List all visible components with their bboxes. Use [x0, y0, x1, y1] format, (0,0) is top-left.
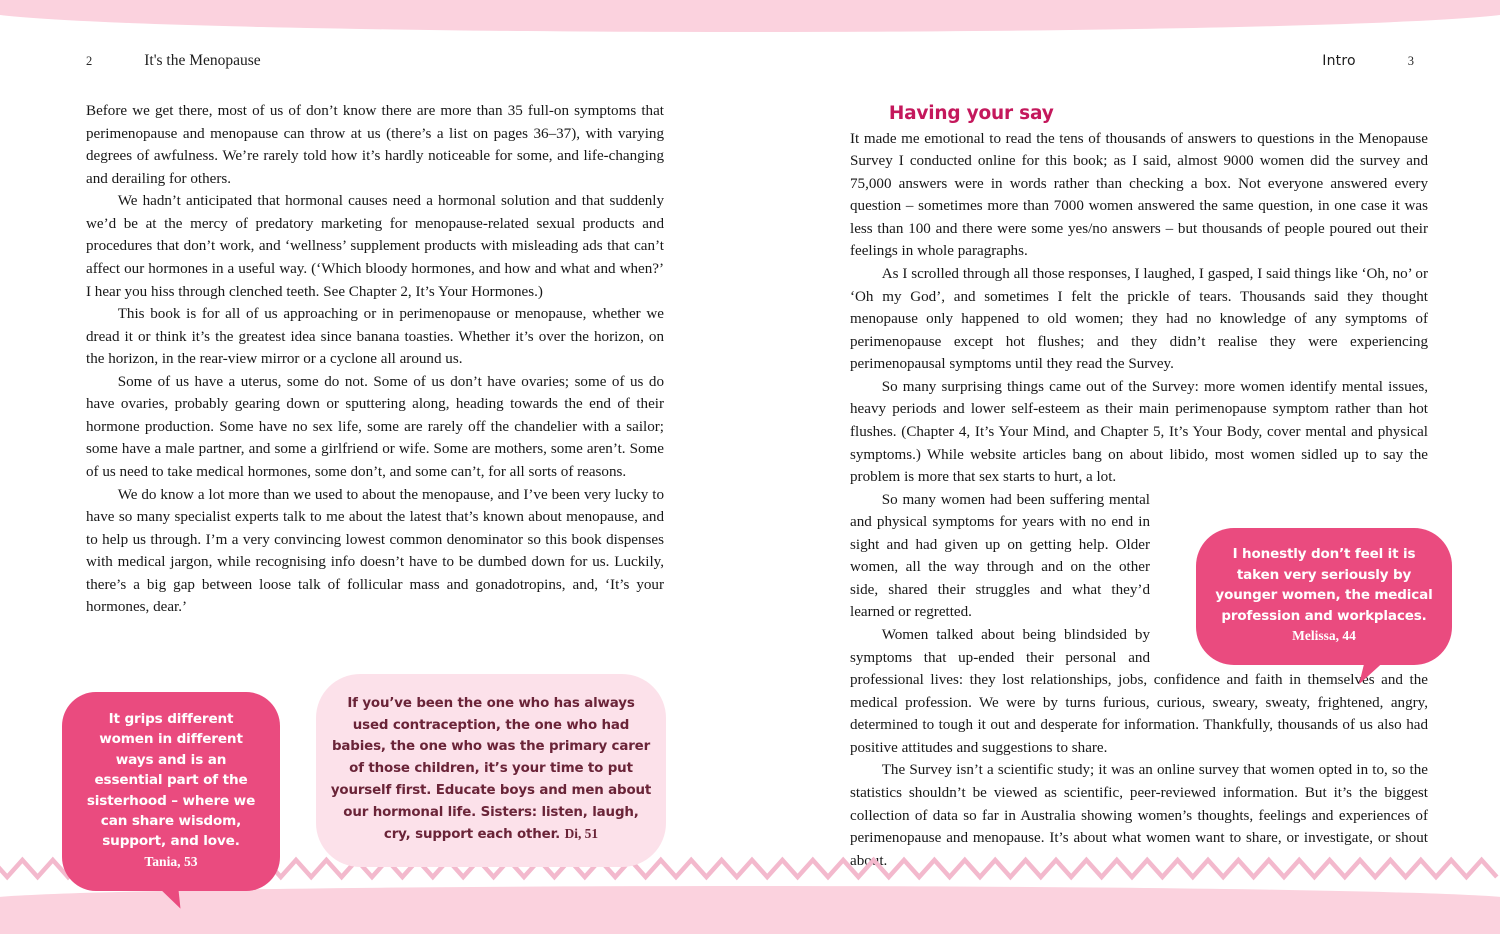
paragraph: As I scrolled through all those responses, I laughed, I gasped, I said things like ‘Oh, no’ or ‘Oh my God’, and sometimes I felt the prickle of tears. Thousands said they thought menopause only happened to old women; they had no knowledge of any symptoms of perimenopause except hot flushes; and they didn’t realise they were experiencing perimenopausal symptoms until they read the Survey.	[850, 266, 1428, 373]
quote-text: I honestly don’t feel it is taken very seriously by younger women, the medical profession and workplaces.	[1215, 546, 1433, 624]
paragraph: Some of us have a uterus, some do not. Some of us don’t have ovaries; some of us do have ovaries, probably gearing down or sputtering along, heading towards the end of their hormone production. Some have no sex life, some are rarely off the chandelier with a sailor; some have a male partner, and some a girlfriend or wife. Some are mothers, some aren’t. Some of us need to take medical hormones, some don’t, and some can’t, for all sorts of reasons.	[86, 373, 664, 480]
quote-bubble-melissa	[1196, 528, 1452, 665]
top-decorative-band	[0, 0, 1500, 32]
quote-text: It grips different women in different ways and is an essential part of the sisterhood – where we can share wisdom, support, and love.	[86, 711, 256, 850]
quote-bubble-body	[1196, 528, 1452, 665]
paragraph: Before we get there, most of us of don’t know there are more than 35 full-on symptoms that perimenopause and menopause can throw at us (there’s a list on pages 36–37), with varying degrees of awfulness. We’re rarely told how it’s hardly noticeable for some, and life-changing and derailing for others.	[86, 103, 664, 187]
paragraph: It made me emotional to read the tens of thousands of answers to questions in the Menopause Survey I conducted online for this book; as I said, almost 9000 women did the survey and 75,000 answers were in words rather than checking a box. Not everyone answered every question – sometimes more than 7000 women answered the same question, in one case it was less than 100 and there were some yes/no answers – but thousands of people poured out their feelings in whole paragraphs.	[850, 130, 1428, 260]
paragraph: We do know a lot more than we used to about the menopause, and I’ve been very lucky to have so many specialist experts talk to me about the latest that’s known about menopause, and to help us through. I’m a very convincing lowest common denominator so this book dispenses with medical jargon, while recognising info doesn’t have to be dumbed down for us. Luckily, there’s a big gap between loose talk of follicular mass and gonadotropins, and, ‘It’s your hormones, dear.’	[86, 486, 664, 616]
paragraph: The Survey isn’t a scientific study; it was an online survey that women opted in to, so the statistics shouldn’t be viewed as scientific, peer-reviewed information. But it’s the biggest collection of data so far in Australia showing women’s thoughts, feelings and experiences of perimenopause and menopause. It’s about what women want to share, or investigate, or shout about.	[850, 762, 1428, 869]
quote-bubble-di	[316, 674, 666, 867]
page-number-left: 2	[86, 54, 93, 68]
section-heading: Having your say	[888, 103, 1054, 124]
quote-bubble-body	[316, 674, 666, 867]
running-head-right	[1322, 52, 1414, 70]
paragraph: So many surprising things came out of the Survey: more women identify mental issues, heavy periods and lower self-esteem as their main perimenopause symptom rather than hot flushes. (Chapter 4, It’s Your Mind, and Chapter 5, It’s Your Body, cover mental and physical symptoms.) While website articles bang on about libido, most women sidled up to say the problem is more that sex starts to hurt, a lot.	[850, 378, 1428, 486]
quote-bubble-tania	[62, 692, 280, 891]
chapter-title-running-head: Intro	[1322, 53, 1356, 69]
quote-text: If you’ve been the one who has always used contraception, the one who had babies, the one who was the primary carer of those children, it’s your time to put yourself first. Educate boys and men about our hormonal life. Sisters: listen, laugh, cry, support each other.	[330, 696, 652, 843]
book-title-running-head: It's the Menopause	[144, 52, 261, 69]
left-page-body-text	[86, 100, 664, 619]
quote-attribution: Di, 51	[564, 826, 599, 842]
right-page-body-text	[850, 100, 1428, 872]
bottom-decorative-band	[0, 886, 1500, 934]
quote-attribution: Tania, 53	[144, 853, 198, 869]
paragraph: So many women had been suffering mental and physical symptoms for years with no end in sight and had given up on getting help. Older women, all the way through and on the other side, shared their struggles and what they’d learned or regretted.	[850, 491, 1150, 621]
quote-bubble-body	[62, 692, 280, 891]
running-head-left	[86, 52, 261, 70]
quote-attribution: Melissa, 44	[1292, 628, 1356, 644]
paragraph: This book is for all of us approaching or in perimenopause or menopause, whether we dread it or think it’s the greatest idea since banana toasties. Whether it’s over the horizon, on the horizon, in the rear-view mirror or a cyclone all around us.	[86, 306, 664, 368]
page-number-right: 3	[1407, 54, 1414, 68]
paragraph: Women talked about being blindsided by symptoms that up-ended their personal and professional lives: they lost relationships, jobs, confidence and faith in themselves and the medical profession. We were by turns furious, curious, sweary, sweaty, frightened, angry, determined to tough it out and desperate for information. Thankfully, thousands of us also had positive attitudes and suggestions to share.	[850, 627, 1428, 756]
paragraph: We hadn’t anticipated that hormonal causes need a hormonal solution and that suddenly we’d be at the mercy of predatory marketing for menopause-related sexual products and procedures that don’t work, and ‘wellness’ supplement products with misleading ads that can’t affect our hormones in a useful way. (‘Which bloody hormones, and how and what and when?’ I hear you hiss through clenched teeth. See Chapter 2, It’s Your Hormones.)	[86, 193, 664, 300]
